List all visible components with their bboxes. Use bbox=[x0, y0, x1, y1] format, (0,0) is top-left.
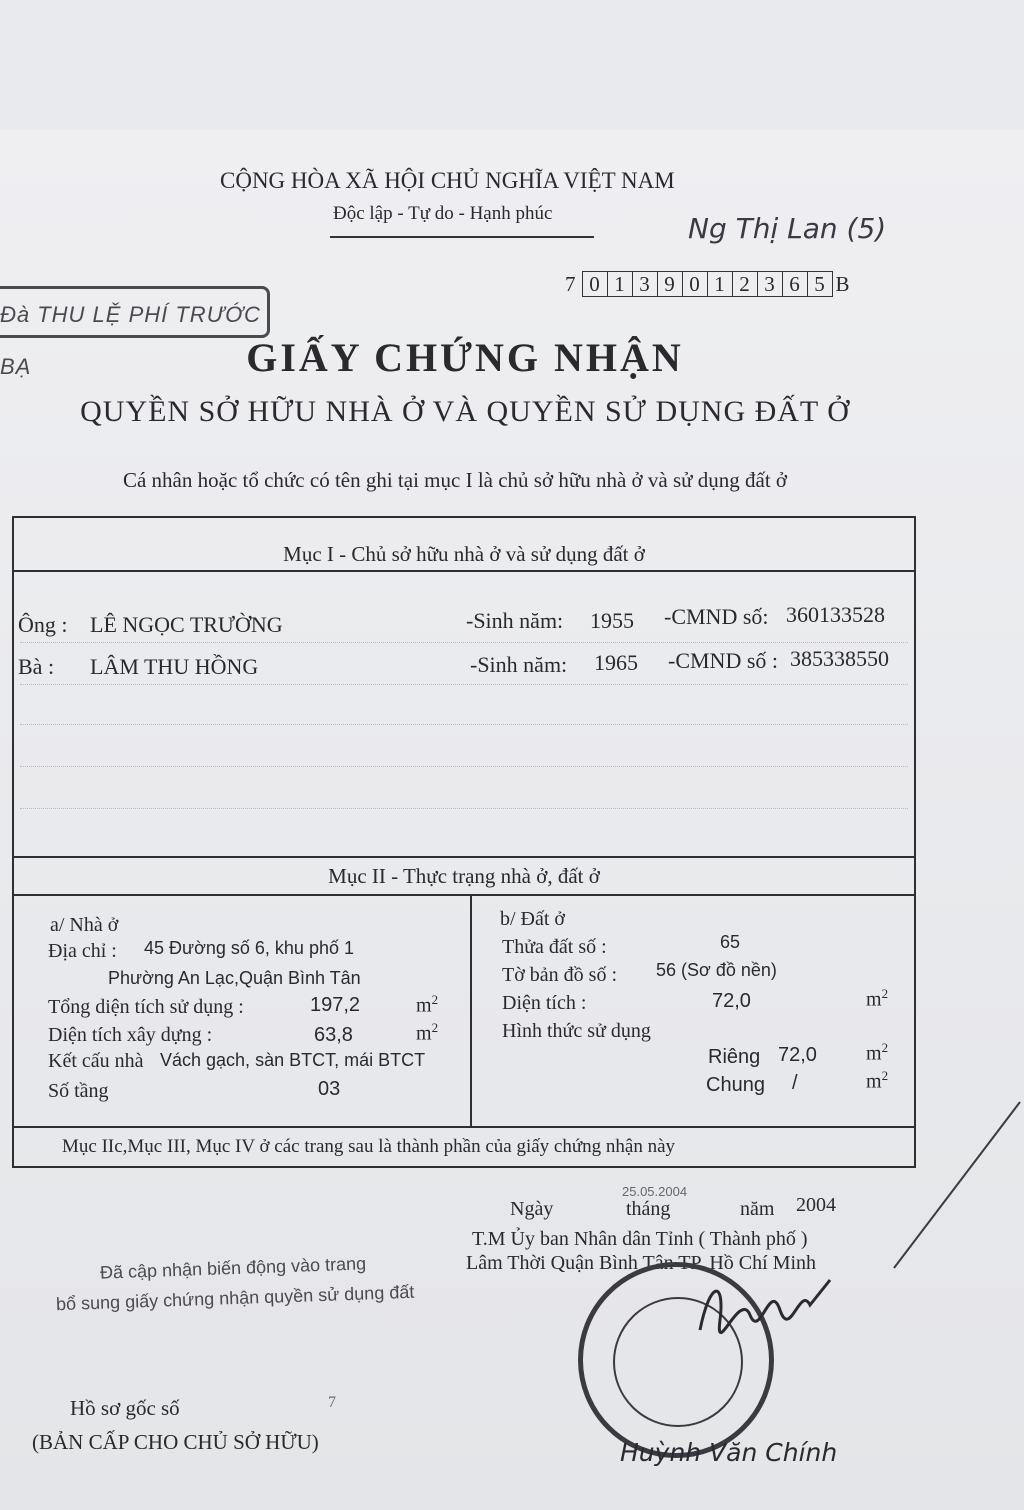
unit-exponent: 2 bbox=[431, 992, 439, 1007]
unit: m bbox=[866, 1070, 882, 1093]
year-value: 2004 bbox=[796, 1194, 836, 1216]
private-label: Riêng bbox=[708, 1046, 761, 1068]
owner2-birth-label: -Sinh năm: bbox=[470, 652, 568, 677]
owner1-name: LÊ NGỌC TRƯỜNG bbox=[90, 612, 283, 637]
update-note-line2: bổ sung giấy chứng nhận quyền sử dụng đất bbox=[55, 1281, 415, 1315]
unit-exponent: 2 bbox=[881, 1068, 889, 1083]
unit-exponent: 2 bbox=[881, 986, 889, 1001]
serial-number bbox=[565, 271, 850, 297]
nation-heading: CỘNG HÒA XÃ HỘI CHỦ NGHĨA VIỆT NAM bbox=[220, 168, 675, 193]
address-line1: 45 Đường số 6, khu phố 1 bbox=[144, 938, 354, 958]
signature-scribble bbox=[690, 1270, 840, 1350]
certificate-table bbox=[12, 516, 916, 1168]
owner2-id-label: -CMND số : bbox=[668, 648, 779, 673]
column-divider bbox=[470, 894, 472, 1126]
dotted-line bbox=[20, 684, 908, 685]
day-label: Ngày bbox=[510, 1198, 554, 1220]
owner1-id: 360133528 bbox=[786, 602, 885, 627]
date-stamp: 25.05.2004 bbox=[622, 1184, 688, 1199]
owner2-id: 385338550 bbox=[790, 646, 889, 671]
unit-exponent: 2 bbox=[431, 1020, 439, 1035]
unit: m bbox=[416, 1022, 432, 1045]
owner1-birth-year: 1955 bbox=[590, 608, 634, 633]
serial-digit: 0 bbox=[583, 272, 608, 296]
org-line1: T.M Ủy ban Nhân dân Tỉnh ( Thành phố ) bbox=[472, 1228, 808, 1250]
map-value: 56 (Sơ đồ nền) bbox=[656, 960, 777, 980]
serial-prefix: 7 bbox=[565, 271, 576, 296]
serial-digits bbox=[582, 271, 833, 297]
serial-digit: 1 bbox=[608, 272, 633, 296]
private-value: 72,0 bbox=[778, 1044, 817, 1066]
file-number: 7 bbox=[328, 1394, 336, 1411]
owner1-id-label: -CMND số: bbox=[664, 604, 769, 629]
serial-suffix: B bbox=[835, 271, 850, 296]
land-area-value: 72,0 bbox=[712, 990, 751, 1012]
serial-digit: 3 bbox=[633, 272, 658, 296]
land-area-label: Diện tích : bbox=[502, 992, 587, 1014]
structure-label: Kết cấu nhà bbox=[48, 1050, 144, 1072]
unit: m bbox=[416, 994, 432, 1017]
unit-exponent: 2 bbox=[881, 1040, 889, 1055]
usage-label: Hình thức sử dụng bbox=[502, 1020, 651, 1042]
divider bbox=[14, 894, 914, 896]
total-area-label: Tổng diện tích sử dụng : bbox=[48, 996, 244, 1018]
floors-value: 03 bbox=[318, 1078, 341, 1100]
unit: m bbox=[866, 1042, 882, 1065]
fee-paid-stamp: Đà THU LỆ PHÍ TRƯỚC BẠ bbox=[0, 286, 270, 338]
owner1-birth-label: -Sinh năm: bbox=[466, 608, 564, 633]
parcel-label: Thửa đất số : bbox=[502, 936, 607, 958]
owner1-salutation: Ông : bbox=[18, 612, 68, 637]
update-note-line1: Đã cập nhận biến động vào trang bbox=[99, 1253, 367, 1283]
build-area-value: 63,8 bbox=[314, 1024, 353, 1046]
dotted-line bbox=[20, 724, 908, 725]
land-heading: b/ Đất ở bbox=[500, 908, 566, 930]
motto-underline bbox=[330, 236, 594, 238]
dotted-line bbox=[20, 642, 908, 643]
diagonal-slash bbox=[890, 1100, 1024, 1270]
owner2-salutation: Bà : bbox=[18, 654, 55, 679]
parcel-value: 65 bbox=[720, 932, 741, 952]
month-label: tháng bbox=[626, 1198, 671, 1220]
dotted-line bbox=[20, 766, 908, 767]
divider bbox=[14, 1126, 914, 1128]
intro-text: Cá nhân hoặc tổ chức có tên ghi tại mục I là chủ sở hữu nhà ở và sử dụng đất ở bbox=[122, 468, 788, 492]
serial-digit: 5 bbox=[814, 272, 825, 296]
serial-digit: 0 bbox=[683, 272, 708, 296]
shared-value: / bbox=[792, 1072, 798, 1094]
total-area-value: 197,2 bbox=[310, 994, 361, 1016]
map-label: Tờ bản đồ số : bbox=[502, 964, 618, 986]
org-line2: Lâm Thời Quận Bình Tân TP. Hồ Chí Minh bbox=[466, 1252, 817, 1274]
file-label: Hồ sơ gốc số bbox=[70, 1396, 180, 1420]
floors-label: Số tầng bbox=[48, 1080, 109, 1102]
dotted-line bbox=[20, 808, 908, 809]
divider bbox=[14, 856, 914, 858]
address-line2: Phường An Lạc,Quận Bình Tân bbox=[108, 968, 361, 988]
address-label: Địa chỉ : bbox=[48, 940, 117, 962]
motto: Độc lập - Tự do - Hạnh phúc bbox=[333, 203, 553, 224]
serial-digit: 3 bbox=[758, 272, 783, 296]
house-heading: a/ Nhà ở bbox=[50, 914, 119, 936]
owner2-name: LÂM THU HỒNG bbox=[90, 654, 259, 679]
document-title: GIẤY CHỨNG NHẬN bbox=[246, 335, 684, 380]
serial-digit: 9 bbox=[658, 272, 683, 296]
copy-for-label: (BẢN CẤP CHO CHỦ SỞ HỮU) bbox=[32, 1430, 319, 1454]
document-subtitle: QUYỀN SỞ HỮU NHÀ Ở VÀ QUYỀN SỬ DỤNG ĐẤT Ở bbox=[80, 395, 850, 428]
owner2-birth-year: 1965 bbox=[594, 650, 638, 675]
serial-digit: 1 bbox=[708, 272, 733, 296]
divider bbox=[14, 570, 914, 572]
handwritten-note: Ng Thị Lan (5) bbox=[688, 212, 887, 245]
signatory-name: Huỳnh Văn Chính bbox=[620, 1438, 838, 1467]
serial-digit: 2 bbox=[733, 272, 758, 296]
structure-value: Vách gạch, sàn BTCT, mái BTCT bbox=[160, 1050, 426, 1070]
shared-label: Chung bbox=[706, 1074, 765, 1096]
footer-note: Mục IIc,Mục III, Mục IV ở các trang sau là thành phần của giấy chứng nhận này bbox=[62, 1136, 676, 1157]
section2-title: Mục II - Thực trạng nhà ở, đất ở bbox=[328, 864, 600, 888]
unit: m bbox=[866, 988, 882, 1011]
build-area-label: Diện tích xây dựng : bbox=[48, 1024, 213, 1046]
serial-digit: 6 bbox=[783, 272, 808, 296]
section1-title: Mục I - Chủ sở hữu nhà ở và sử dụng đất ở bbox=[283, 542, 645, 566]
year-label: năm bbox=[740, 1198, 775, 1220]
